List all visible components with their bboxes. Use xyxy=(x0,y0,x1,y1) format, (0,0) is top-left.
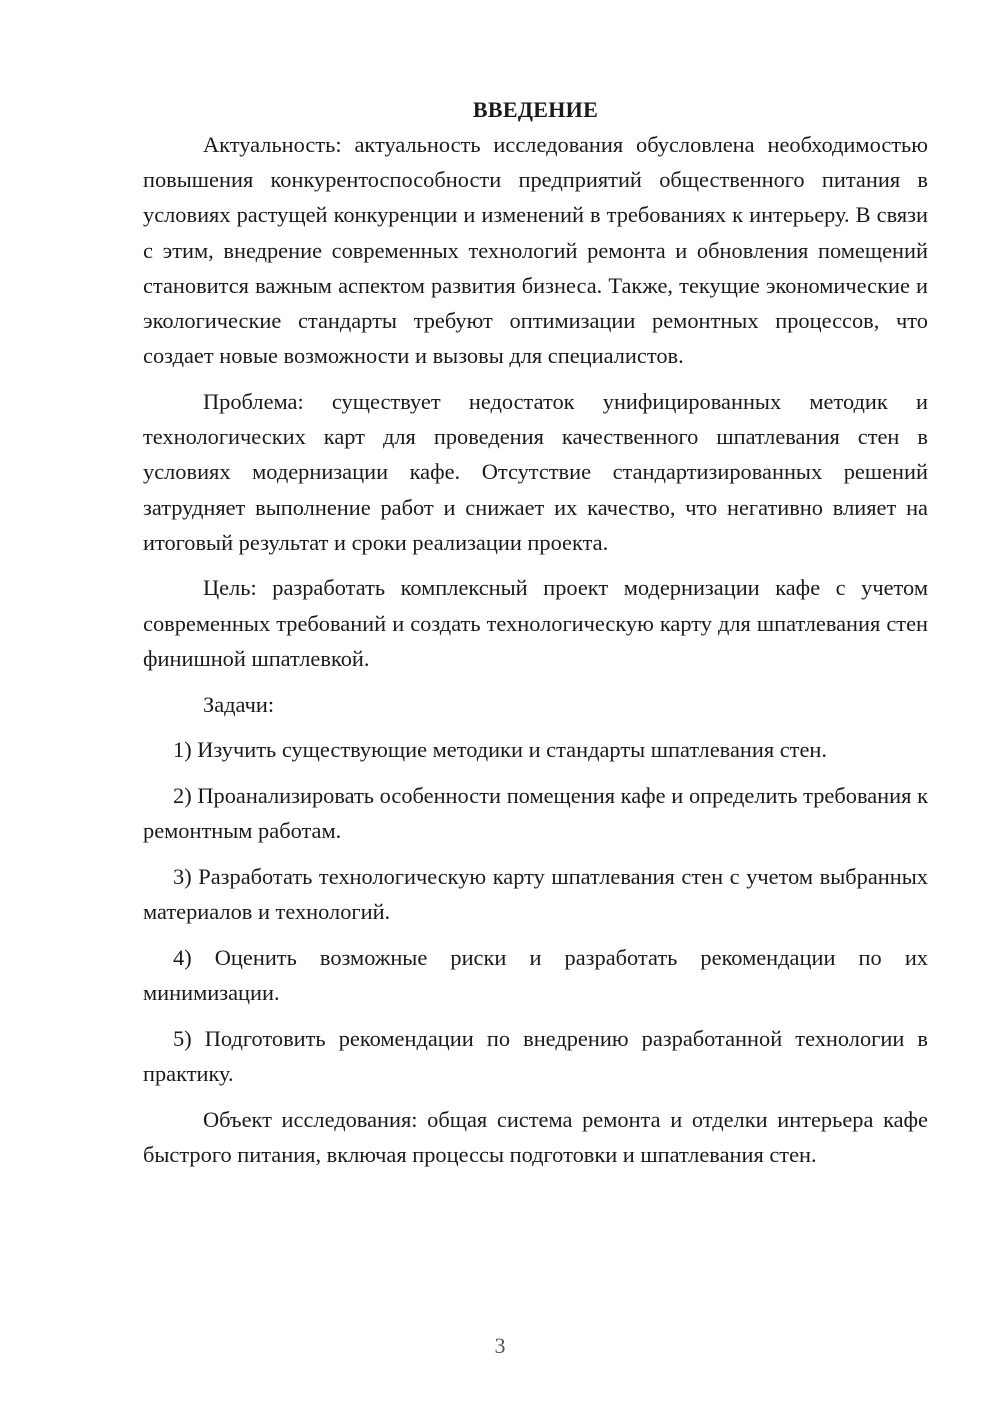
page-number: 3 xyxy=(494,1333,506,1358)
object-paragraph: Объект исследования: общая система ремонта и отделки интерьера кафе быстрого питания, включая процессы подготовки и шпатлевания стен. xyxy=(143,1106,928,1167)
tasks-label: Задачи: xyxy=(203,691,275,717)
section-heading: ВВЕДЕНИЕ xyxy=(472,97,599,122)
goal-paragraph: Цель: разработать комплексный проект модернизации кафе с учетом современных требований и создать технологическую карту для шпатлевания стен финишной шпатлевкой. xyxy=(143,575,928,671)
relevance-paragraph: Актуальность: актуальность исследования обусловлена необходимостью повышения конкурентоспособности предприятий общественного питания в условиях растущей конкуренции и изменений в требованиях к интерьеру. В связи с этим, внедрение современных технологий ремонта и обновления помещений становится важным аспектом развития бизнеса. Также, текущие экономические и экологические стандарты требуют оптимизации ремонтных процессов, что создает новые возможности и вызовы для специалистов. xyxy=(143,132,928,369)
task-item: 2) Проанализировать особенности помещения кафе и определить требования к ремонтным работам. xyxy=(143,782,928,844)
tasks-list xyxy=(143,732,928,1091)
task-item: 5) Подготовить рекомендации по внедрению разработанной технологии в практику. xyxy=(143,1025,928,1086)
task-item: 1) Изучить существующие методики и стандарты шпатлевания стен. xyxy=(173,737,827,763)
task-item: 4) Оценить возможные риски и разработать рекомендации по их минимизации. xyxy=(143,944,928,1005)
problem-paragraph: Проблема: существует недостаток унифицированных методик и технологических карт для проведения качественного шпатлевания стен в условиях модернизации кафе. Отсутствие стандартизированных решений затрудняет выполнение работ и снижает их качество, что негативно влияет на итоговый результат и сроки реализации проекта. xyxy=(143,388,928,555)
document-page xyxy=(143,92,928,1172)
task-item: 3) Разработать технологическую карту шпатлевания стен с учетом выбранных материалов и технологий. xyxy=(143,863,928,925)
